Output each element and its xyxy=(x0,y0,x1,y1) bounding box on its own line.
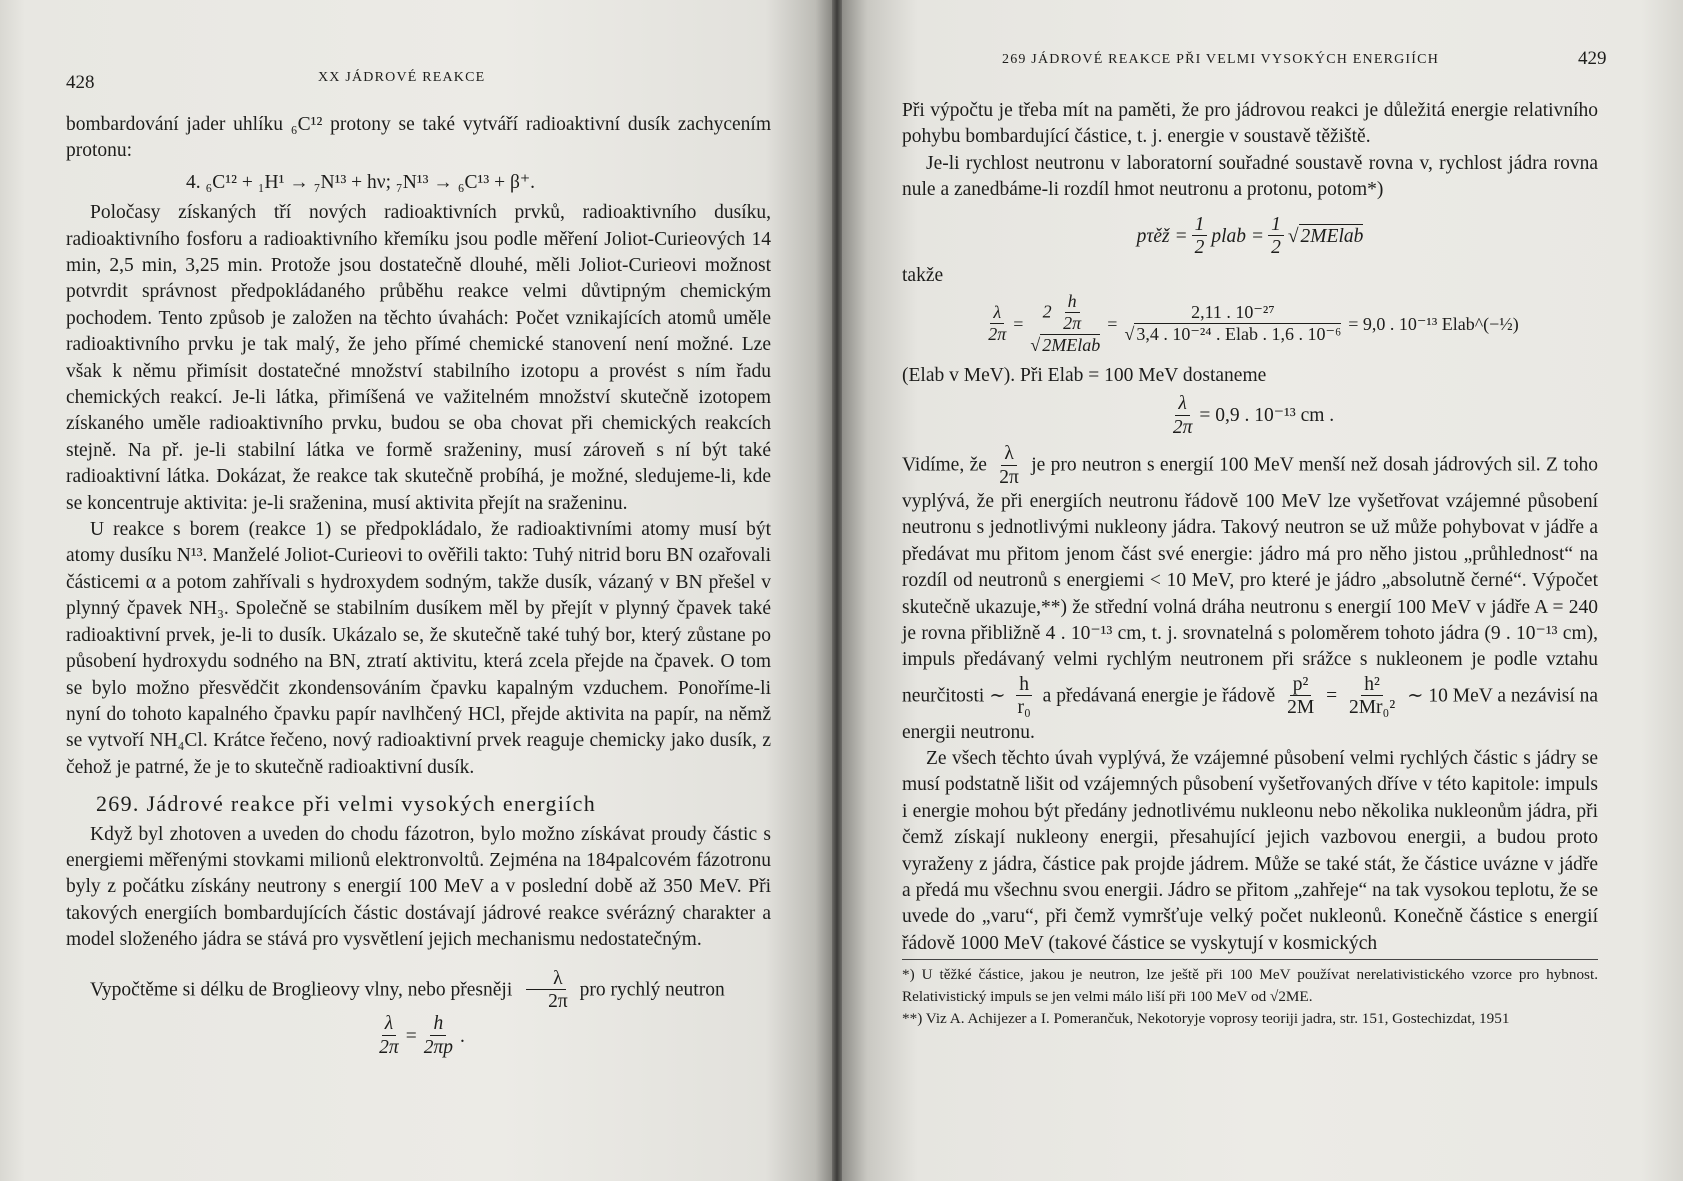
numerator: h xyxy=(430,1013,446,1035)
running-head: 269 JÁDROVÉ REAKCE PŘI VELMI VYSOKÝCH ENERGIÍCH xyxy=(1002,52,1440,67)
denominator: 2πp xyxy=(423,1036,453,1058)
fraction xyxy=(376,1013,402,1059)
numerator: 2,11 . 10⁻²⁷ xyxy=(1188,303,1278,324)
sqrt-content: 3,4 . 10⁻²⁴ . Elab . 1,6 . 10⁻⁶ xyxy=(1136,323,1342,344)
eq-lhs: pτěž = xyxy=(1136,225,1188,247)
footnote: *) U těžké částice, jakou je neutron, lze ještě při 100 MeV používat nerelativistického vzorce pro hybnost. Relativistický impuls se jen velmi málo liší při 100 MeV od √2ME. xyxy=(902,966,1598,1006)
paragraph: takže xyxy=(902,265,944,287)
denominator: 2 xyxy=(1194,237,1205,259)
footnote-rule xyxy=(902,959,1598,960)
equation-momentum xyxy=(902,214,1598,260)
text-span: Vidíme, že xyxy=(902,454,987,476)
sqrt-content: 2MElab xyxy=(1300,226,1364,248)
paragraph: U reakce s borem (reakce 1) se předpokládalo, že radioaktivními atomy musí být atomy dusíku N¹³. Manželé Joliot-Curieovi to ověřili takto: Tuhý nitrid boru BN ozařovali částicemi α a potom zahřívali s hydroxydem sodným, takže dusík, vázaný v BN přešel v plynný čpavek NH₃. Společně se stabilním dusíkem měl by přejít v plynný čpavek také radioaktivní prvek, je-li to dusík. Ukázalo se, že skutečně také tuhý bor, který zůstane po působení hydroxydu sodného na BN, ztratí aktivitu, která zcela přejde na čpavek. O tom se bylo možno přesvědčit zkondensováním čpavku kapalným vzduchem. Ponoříme-li nyní do tohoto kapalného čpavku papír navlhčený HCl, přejde aktivita na papír, na němž se vytvoří NH₄Cl. Krátce řečeno, nový radioaktivní prvek reaguje chemicky jako dusík, z čehož je patrné, že je to skutečně radioaktivní dusík. xyxy=(66,519,771,778)
numerator: 1 xyxy=(1192,214,1208,236)
numerator: λ xyxy=(526,968,565,990)
denominator: 2M xyxy=(1287,697,1315,719)
text-span: pro rychlý neutron xyxy=(579,978,725,1000)
running-head: XX JÁDROVÉ REAKCE xyxy=(318,70,486,85)
numerator: h² xyxy=(1361,674,1383,696)
text-span: a předávaná energie je řádově xyxy=(1042,685,1276,707)
numerator: λ xyxy=(1175,393,1189,415)
equals-sign: = xyxy=(1326,685,1338,707)
sqrt-content: 2MElab xyxy=(1042,335,1101,356)
paragraph: Ze všech těchto úvah vyplývá, že vzájemné působení velmi rychlých částic s jádry se musí podstatně lišit od vzájemných působení vyšetřovaných dříve v této kapitole: impuls i energie mohou být předány jednotlivému nukleonu nebo několika nukleonům jádra, při čemž získají nukleony energii, přesahující jejich vazbovou energii, a budou proto vyraženy z jádra, částice pak projde jádrem. Může se také stát, že částice uvázne v jádře a předá mu všechnu svou energii. Jádro se přitom „zahřeje“ na tak vysokou teplotu, že se uvede do „varu“, při čemž vymršťuje velký počet nukleonů. Konečně částice s energií řádově 1000 MeV (takové částice se vyskytují v kosmických xyxy=(902,747,1598,954)
fraction xyxy=(1014,674,1033,720)
paragraph: Při výpočtu je třeba mít na paměti, že pro jádrovou reakci je důležitá energie relativního pohybu bombardující částice, t. j. energie v soustavě těžiště. xyxy=(902,100,1598,148)
text-span: je pro neutron s energií 100 MeV menší než dosah jádrových sil. Z toho vyplývá, že při energiích neutronu řádově 100 MeV lze vyšetřovat vzájemné působení neutronu s jednotlivými nukleony jádra. Takový neutron se už může pohybovat v jádře a předávat mu přitom jenom část své energie: jádro má pro něho jistou „průhlednost“ na rozdíl od neutronů s energiemi < 10 MeV, pro které je jádro „absolutně černé“. Výpočet skutečně ukazuje,**) že střední volná dráha neutronu s energií 100 MeV v jádře A = 240 je rovna přibližně 4 . 10⁻¹³ cm, t. j. srovnatelná s poloměrem tohoto jádra (9 . 10⁻¹³ cm), impuls předávaný velmi rychlým neutronem při srážce s nukleonem je xyxy=(902,454,1598,671)
section-heading: 269. Jádrové reakce při velmi vysokých energiích xyxy=(96,791,597,817)
fraction xyxy=(1060,292,1084,334)
numerator: 1 xyxy=(1268,214,1284,236)
sqrt-sign: √ xyxy=(1287,225,1299,247)
eq-result: = 9,0 . 10⁻¹³ Elab^(−½) xyxy=(1348,313,1519,334)
denominator: 2Mr₀² xyxy=(1348,697,1396,719)
text-span: Vypočtěme si délku de Broglieovy vlny, nebo přesněji xyxy=(90,978,513,1000)
fraction xyxy=(1027,292,1103,357)
denominator: 2π xyxy=(999,466,1019,488)
paragraph: bombardování jader uhlíku ₆C¹² protony se také vytváří radioaktivní dusík zachycením protonu: xyxy=(66,114,771,162)
sqrt-sign: √ xyxy=(1030,335,1041,356)
denominator xyxy=(1121,324,1344,346)
numerator: p² xyxy=(1290,674,1312,696)
equation-result xyxy=(902,393,1598,439)
fraction xyxy=(421,1013,456,1059)
equals-sign: = xyxy=(1013,313,1024,334)
fraction xyxy=(1170,393,1196,439)
paragraph: Je-li rychlost neutronu v laboratorní souřadné soustavě rovna v, rychlost jádra rovna nule a zanedbáme-li rozdíl hmot neutronu a protonu, potom*) xyxy=(902,152,1598,201)
paragraph xyxy=(66,968,771,1014)
fraction xyxy=(1268,214,1284,260)
left-body xyxy=(66,112,771,1065)
numerator: λ xyxy=(382,1013,396,1035)
denominator: 2π xyxy=(1172,416,1193,438)
equation-de-broglie xyxy=(66,1013,771,1059)
fraction xyxy=(521,968,571,1014)
period: . xyxy=(459,1025,465,1047)
numerator: λ xyxy=(1001,443,1016,465)
fraction xyxy=(1192,214,1208,260)
equals-sign: = xyxy=(405,1025,417,1047)
numerator: λ xyxy=(990,303,1004,324)
sqrt-sign: √ xyxy=(1124,323,1135,344)
page-number: 429 xyxy=(1578,48,1607,69)
right-page xyxy=(842,0,1683,1181)
fraction xyxy=(1284,674,1317,720)
paragraph: Poločasy získaných tří nových radioaktivních prvků, radioaktivního dusíku, radioaktivního fosforu a radioaktivního křemíku jsou podle měření Joliot-Curieových 14 min, 2,5 min, 3,25 min. Protože jsou dostatečně dlouhé, měli Joliot-Curieovi možnost potvrdit správnost předpokládaného průběhu reakce velmi důvtipným chemickým pochodem. Tento způsob je založen na těchto úvahách: Počet vznikajících atomů uměle radioaktivního prvku je tak malý, že jeho přímé chemické stanovení není možné. Lze však k němu přimísit dostatečné množství stabilního izotopu a provést s ním řadu chemických reakcí. Je-li látka, přimíšená ve važitelném množství skutečně izotopem získaného uměle radioaktivního prvku, budou se oba chovat při chemických reakcích stejně. Na př. je-li stabilní látka ve formě sraženiny, musí zároveň s ní být také radioaktivní látka. Dokázat, že reakce tak skutečně probíhá, je možné, sledujeme-li, kde se koncentruje aktivita: je-li sraženina, musí aktivita přejít na sraženinu. xyxy=(66,202,771,514)
footnote: **) Viz A. Achijezer a I. Pomerančuk, Nekotoryje voprosy teoriji jadra, str. 151, Gostechizdat, 1951 xyxy=(902,1010,1510,1028)
fraction xyxy=(1346,674,1398,720)
paragraph xyxy=(902,443,1598,746)
right-body xyxy=(902,98,1598,1030)
paragraph: Když byl zhotoven a uveden do chodu fázotron, bylo možno získávat proudy částic s energiemi měřenými stovkami milionů elektronvoltů. Zejména na 184palcovém fázotronu byly z počátku získány neutrony s energií 100 MeV a v poslední době až 350 MeV. Při takových energiích bombardujících částic dostávají jádrové reakce svérázný charakter a model složeného jádra se stává pro vysvětlení jejich mechanismu nedostatečným. xyxy=(66,823,771,951)
paragraph: (Elab v MeV). Při Elab = 100 MeV dostaneme xyxy=(902,364,1267,386)
equation-wavelength xyxy=(902,292,1598,357)
numerator: h xyxy=(1016,674,1032,696)
text-span: podle vztahu neurčitosti ∼ xyxy=(902,649,1598,707)
denominator: 2 xyxy=(1271,237,1281,259)
equation-4: 4. ₆C¹² + ₁H¹ → ₇N¹³ + hν; ₇N¹³ → ₆C¹³ + β⁺. xyxy=(186,171,536,193)
fraction xyxy=(1121,303,1344,345)
page-number: 428 xyxy=(66,72,95,93)
denominator: 2π xyxy=(988,323,1007,344)
equals-sign: = xyxy=(1107,313,1118,334)
left-page xyxy=(0,0,832,1181)
denominator: 2π xyxy=(548,991,568,1013)
denominator: 2π xyxy=(1063,312,1082,333)
text-span: ∼ 10 MeV a nezávisí na energii neutronu. xyxy=(902,685,1599,743)
eq-result: = 0,9 . 10⁻¹³ cm . xyxy=(1199,405,1335,427)
denominator: 2π xyxy=(379,1036,399,1058)
fraction xyxy=(985,303,1009,345)
eq-mid: plab = xyxy=(1211,225,1265,247)
book-gutter xyxy=(832,0,842,1181)
denominator: r₀ xyxy=(1017,697,1031,719)
numerator: h xyxy=(1065,292,1080,313)
numerator: 2 $\frac{h}{2\pi}$ xyxy=(1040,292,1092,335)
denominator xyxy=(1027,335,1103,357)
fraction xyxy=(996,443,1022,489)
